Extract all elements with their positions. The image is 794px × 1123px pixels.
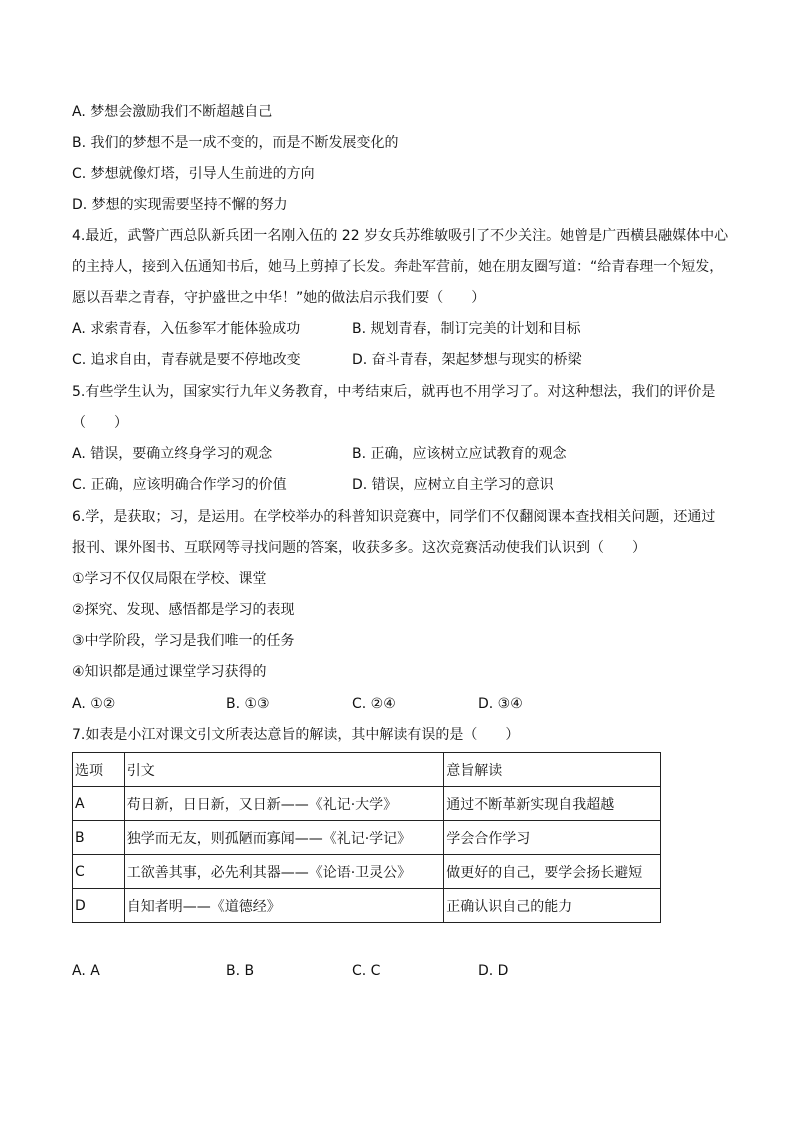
q6-option-a: A. ①② <box>72 696 116 712</box>
table-row <box>73 821 661 855</box>
q6-stem-line-1: 6.学，是获取；习，是运用。在学校举办的科普知识竞赛中，同学们不仅翻阅课本查找相关问题，还通过 <box>72 509 716 525</box>
table-cell: 自知者明——《道德经》 <box>124 889 444 923</box>
table-row <box>73 889 661 923</box>
q5-stem-line-1: 5.有些学生认为，国家实行九年义务教育，中考结束后，就再也不用学习了。对这种想法，我们的评价是 <box>72 384 716 400</box>
q6-statement-4: ④知识都是通过课堂学习获得的 <box>72 664 267 680</box>
q7-option-b: B. B <box>226 963 255 979</box>
table-cell: 苟日新，日日新，又日新——《礼记·大学》 <box>124 787 444 821</box>
q4-option-a: A. 求索青春，入伍参军才能体验成功 <box>72 321 301 337</box>
q6-statement-1: ①学习不仅仅局限在学校、课堂 <box>72 571 267 587</box>
q5-option-c: C. 正确，应该明确合作学习的价值 <box>72 477 287 493</box>
q6-stem-line-2: 报刊、课外图书、互联网等寻找问题的答案，收获多多。这次竞赛活动使我们认识到（ ） <box>72 540 646 556</box>
q4-option-c: C. 追求自由，青春就是要不停地改变 <box>72 352 301 368</box>
q3-option-d: D. 梦想的实现需要坚持不懈的努力 <box>72 197 288 213</box>
q4-option-d: D. 奋斗青春，架起梦想与现实的桥梁 <box>352 352 582 368</box>
q7-option-c: C. C <box>352 963 381 979</box>
q7-stem: 7.如表是小江对课文引文所表达意旨的解读，其中解读有误的是（ ） <box>72 727 520 743</box>
q7-option-a: A. A <box>72 963 100 979</box>
table-cell: D <box>73 889 125 923</box>
table-row <box>73 855 661 889</box>
q6-option-b: B. ①③ <box>226 696 270 712</box>
table-header-cell: 引文 <box>124 753 444 787</box>
table-cell: C <box>73 855 125 889</box>
q3-option-a: A. 梦想会激励我们不断超越自己 <box>72 104 273 120</box>
table-header-cell: 意旨解读 <box>444 753 661 787</box>
q4-option-b: B. 规划青春，制订完美的计划和目标 <box>352 321 581 337</box>
table-header-cell: 选项 <box>73 753 125 787</box>
table-header-row <box>73 753 661 787</box>
table-cell: 通过不断革新实现自我超越 <box>444 787 661 821</box>
table-cell: B <box>73 821 125 855</box>
q6-statement-3: ③中学阶段，学习是我们唯一的任务 <box>72 633 295 649</box>
q3-option-c: C. 梦想就像灯塔，引导人生前进的方向 <box>72 166 315 182</box>
q7-option-d: D. D <box>478 963 509 979</box>
q5-option-b: B. 正确，应该树立应试教育的观念 <box>352 446 567 462</box>
q4-stem-line-3: 愿以吾辈之青春，守护盛世之中华！”她的做法启示我们要（ ） <box>72 290 486 306</box>
q6-option-d: D. ③④ <box>478 696 523 712</box>
table-cell: 独学而无友，则孤陋而寡闻——《礼记·学记》 <box>124 821 444 855</box>
q3-option-b: B. 我们的梦想不是一成不变的，而是不断发展变化的 <box>72 135 399 151</box>
q5-option-d: D. 错误，应树立自主学习的意识 <box>352 477 554 493</box>
q6-option-c: C. ②④ <box>352 696 396 712</box>
q5-stem-line-2: （ ） <box>72 415 128 431</box>
table-cell: 学会合作学习 <box>444 821 661 855</box>
q4-stem-line-1: 4.最近，武警广西总队新兵团一名刚入伍的 22 岁女兵苏维敏吸引了不少关注。她曾是广西横县融媒体中心 <box>72 228 729 244</box>
quote-table <box>72 752 661 923</box>
table-cell: 工欲善其事，必先利其器——《论语·卫灵公》 <box>124 855 444 889</box>
q4-stem-line-2: 的主持人，接到入伍通知书后，她马上剪掉了长发。奔赴军营前，她在朋友圈写道：“给青春理一个短发， <box>72 259 724 275</box>
table-cell: 做更好的自己，要学会扬长避短 <box>444 855 661 889</box>
q6-statement-2: ②探究、发现、感悟都是学习的表现 <box>72 602 295 618</box>
table-cell: 正确认识自己的能力 <box>444 889 661 923</box>
q5-option-a: A. 错误，要确立终身学习的观念 <box>72 446 273 462</box>
table-cell: A <box>73 787 125 821</box>
table-row <box>73 787 661 821</box>
